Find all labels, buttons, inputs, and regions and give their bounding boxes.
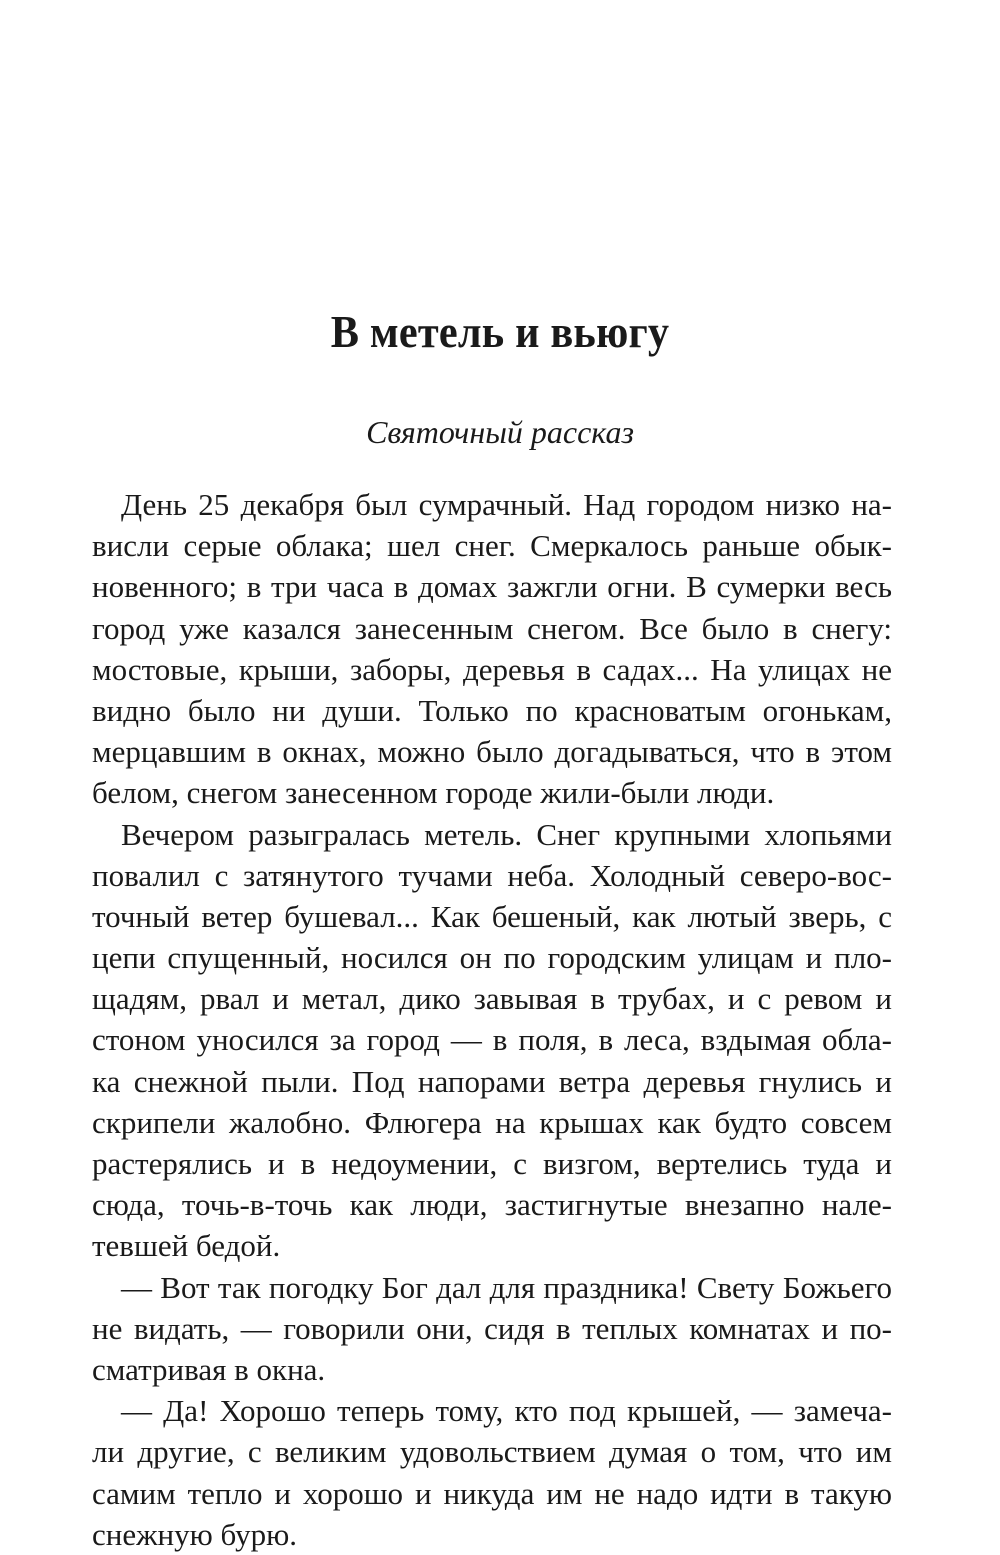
text-line: Вечером разыгралась метель. Снег крупными хлопьями	[121, 816, 892, 852]
chapter-title: В метель и вьюгу	[330, 306, 670, 357]
text-line: ка снежной пыли. Под напорами ветра деревья гнулись и	[92, 1063, 892, 1099]
text-line: щадям, рвал и метал, дико завывая в трубах, и с ревом и	[92, 981, 892, 1017]
text-line: стоном уносился за город — в поля, в леса, вздымая обла-	[92, 1022, 892, 1058]
text-line: город уже казался занесенным снегом. Все было в снегу:	[92, 610, 892, 646]
text-line: новенного; в три часа в домах зажгли огни. В сумерки весь	[92, 569, 892, 605]
text-line: белом, снегом занесенном городе жили-были люди.	[92, 775, 775, 811]
text-line: снежную бурю.	[92, 1516, 298, 1552]
text-line: тевшей бедой.	[92, 1228, 281, 1264]
paragraph	[92, 814, 892, 1267]
text-line: цепи спущенный, носился он по городским улицам и пло-	[92, 940, 892, 976]
paragraph	[92, 1267, 892, 1391]
text-line: мерцавшим в окнах, можно было догадываться, что в этом	[92, 734, 892, 770]
text-line: точный ветер бушевал... Как бешеный, как лютый зверь, с	[92, 898, 892, 934]
text-line: День 25 декабря был сумрачный. Над городом низко на-	[121, 487, 892, 522]
text-line: самим тепло и хорошо и никуда им не надо идти в такую	[92, 1475, 892, 1511]
paragraph	[92, 1390, 892, 1555]
text-line: — Вот так погодку Бог дал для праздника! Свету Божьего	[121, 1269, 892, 1305]
text-line: повалил с затянутого тучами неба. Холодный северо-вос-	[92, 857, 892, 893]
text-line: ли другие, с великим удовольствием думая о том, что им	[92, 1434, 892, 1470]
text-line: — Да! Хорошо теперь тому, кто под крышей, — замеча-	[121, 1393, 892, 1429]
text-line: сматривая в окна.	[92, 1351, 326, 1387]
text-line: видно было ни души. Только по красноватым огонькам,	[92, 692, 892, 728]
text-line: мостовые, крыши, заборы, деревья в садах... На улицах не	[92, 651, 892, 687]
text-line: не видать, — говорили они, сидя в теплых комнатах и по-	[92, 1310, 892, 1346]
text-line: скрипели жалобно. Флюгера на крышах как будто совсем	[92, 1104, 892, 1140]
text-line: растерялись и в недоумении, с визгом, вертелись туда и	[92, 1146, 892, 1181]
chapter-subtitle: Святочный рассказ	[366, 414, 634, 450]
text-line: сюда, точь-в-точь как люди, застигнутые внезапно нале-	[92, 1187, 892, 1223]
text-line: висли серые облака; шел снег. Смеркалось раньше обык-	[92, 528, 892, 564]
paragraph	[92, 484, 892, 814]
body-text	[92, 484, 892, 1555]
